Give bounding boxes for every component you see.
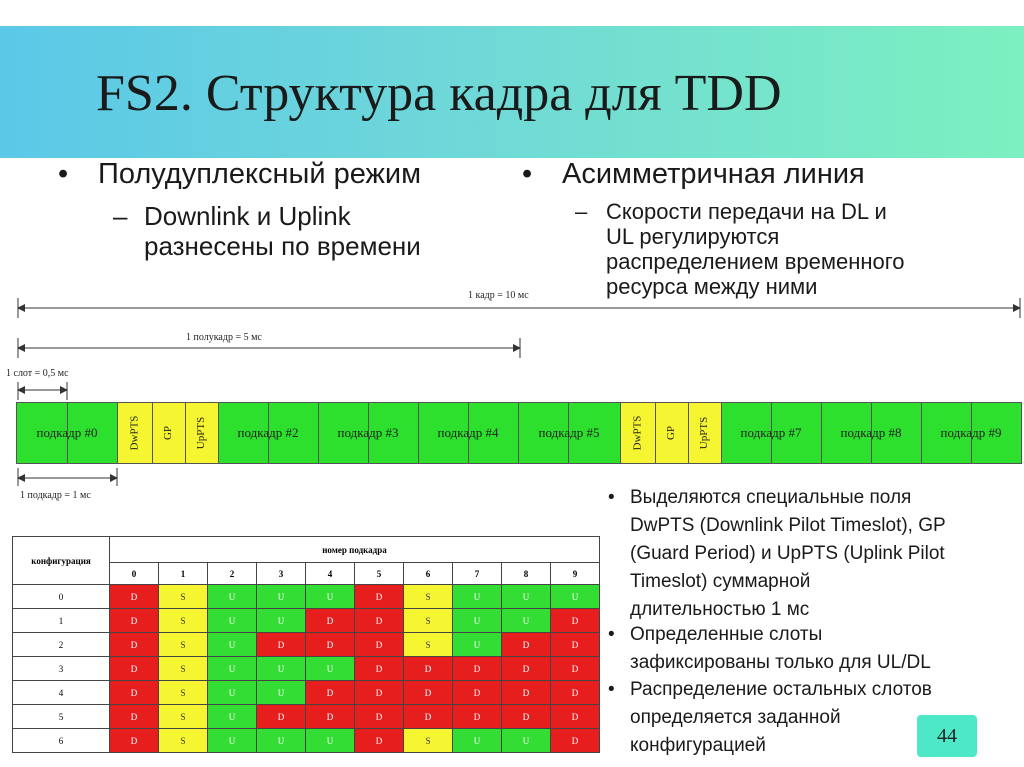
table-cell: S	[404, 585, 453, 609]
frame-label: 1 кадр = 10 мс	[468, 290, 529, 301]
subframe-label-5: подкадр #5	[538, 425, 600, 440]
subframe-label-7: подкадр #7	[740, 425, 802, 440]
page-number: 44	[917, 715, 977, 757]
slot-label: 1 слот = 0,5 мс	[6, 368, 69, 379]
subframe-label: 1 подкадр = 1 мс	[20, 490, 91, 501]
bullet-dot-icon: •	[522, 158, 533, 190]
table-cell: D	[110, 633, 159, 657]
table-cell: D	[404, 681, 453, 705]
right-bullet-text: Асимметричная линия	[562, 158, 865, 190]
table-cell: D	[502, 633, 551, 657]
table-cell: U	[208, 705, 257, 729]
table-row	[13, 609, 600, 633]
table-cell: D	[502, 681, 551, 705]
table-cell: S	[159, 585, 208, 609]
table-cell: S	[159, 633, 208, 657]
table-cell: D	[110, 585, 159, 609]
right-sub-line: распределением временного	[606, 249, 905, 274]
frame-bar	[16, 402, 1022, 464]
table-cell: S	[404, 609, 453, 633]
left-sub-line: разнесены по времени	[144, 231, 421, 261]
table-cell: D	[306, 609, 355, 633]
right-list-line: длительностью 1 мс	[630, 599, 810, 620]
right-list-line: определяется заданной	[630, 707, 841, 728]
right-list-line: Распределение остальных слотов	[630, 679, 932, 700]
subframe-label-4: подкадр #4	[437, 425, 499, 440]
right-list-item	[608, 621, 1015, 677]
table-cell: D	[355, 585, 404, 609]
table-cell: D	[110, 705, 159, 729]
table-cell: D	[355, 633, 404, 657]
table-cell: U	[208, 609, 257, 633]
table-cell: S	[404, 633, 453, 657]
table-cell: U	[208, 585, 257, 609]
config-header: конфигурация	[13, 537, 110, 585]
table-cell: U	[306, 657, 355, 681]
dwpts-text: DwPTS	[631, 415, 644, 451]
table-cell: S	[159, 657, 208, 681]
config-id: 6	[13, 729, 110, 753]
table-row	[13, 729, 600, 753]
table-cell: D	[502, 657, 551, 681]
table-row	[13, 657, 600, 681]
table-cell: U	[306, 585, 355, 609]
table-cell: U	[257, 585, 306, 609]
table-cell: D	[453, 705, 502, 729]
table-cell: D	[355, 729, 404, 753]
table-row	[13, 681, 600, 705]
table-cell: U	[453, 729, 502, 753]
table-cell: D	[355, 705, 404, 729]
table-cell: U	[306, 729, 355, 753]
config-id: 1	[13, 609, 110, 633]
config-id: 4	[13, 681, 110, 705]
right-list-line: Timeslot) суммарной	[630, 571, 811, 592]
table-cell: D	[355, 609, 404, 633]
table-cell: S	[159, 729, 208, 753]
slide-title: FS2. Структура кадра для TDD	[96, 65, 782, 122]
dash-icon: –	[575, 199, 588, 224]
right-list-line: зафиксированы только для UL/DL	[630, 652, 931, 673]
column-header: 4	[306, 563, 355, 585]
subframe-number-header: номер подкадра	[110, 537, 600, 563]
subframe-label-2: подкадр #2	[237, 425, 299, 440]
column-header: 7	[453, 563, 502, 585]
table-cell: D	[404, 705, 453, 729]
table-cell: S	[404, 729, 453, 753]
right-list-line: Выделяются специальные поля	[630, 487, 912, 508]
table-row	[13, 633, 600, 657]
right-sub-line: ресурса между ними	[606, 274, 818, 299]
gp-text: GP	[665, 425, 678, 441]
table-cell: U	[257, 681, 306, 705]
table-cell: D	[551, 681, 600, 705]
dash-icon: –	[113, 201, 128, 231]
right-list-line: конфигурацией	[630, 735, 766, 756]
right-sub-line: UL регулируются	[606, 224, 780, 249]
column-header: 2	[208, 563, 257, 585]
table-cell: D	[257, 633, 306, 657]
config-id: 3	[13, 657, 110, 681]
table-cell: D	[502, 705, 551, 729]
right-list-line: (Guard Period) и UpPTS (Uplink Pilot	[630, 543, 945, 564]
uppts-text: UpPTS	[195, 416, 208, 450]
table-cell: D	[257, 705, 306, 729]
column-header: 3	[257, 563, 306, 585]
table-cell: S	[159, 705, 208, 729]
config-id: 5	[13, 705, 110, 729]
table-cell: U	[502, 609, 551, 633]
table-cell: S	[159, 681, 208, 705]
table-cell: U	[208, 729, 257, 753]
table-cell: D	[453, 681, 502, 705]
right-list-line: Определенные слоты	[630, 624, 823, 645]
table-cell: U	[502, 729, 551, 753]
subframe-label-8: подкадр #8	[840, 425, 902, 440]
table-cell: D	[306, 681, 355, 705]
table-cell: U	[208, 633, 257, 657]
right-list-line: DwPTS (Downlink Pilot Timeslot), GP	[630, 515, 946, 536]
right-list-item	[608, 484, 1015, 624]
column-header: 5	[355, 563, 404, 585]
half-frame-label: 1 полукадр = 5 мс	[186, 332, 262, 343]
table-cell: U	[257, 729, 306, 753]
table-cell: U	[502, 585, 551, 609]
config-id: 0	[13, 585, 110, 609]
column-header: 9	[551, 563, 600, 585]
table-cell: D	[404, 657, 453, 681]
table-cell: U	[453, 585, 502, 609]
left-bullet-text: Полудуплексный режим	[98, 158, 422, 190]
table-cell: U	[208, 681, 257, 705]
config-table-body	[13, 585, 600, 753]
table-cell: D	[306, 705, 355, 729]
bullet-dot-icon: •	[58, 158, 69, 190]
table-cell: D	[110, 729, 159, 753]
bullet-dot-icon: •	[608, 487, 615, 508]
table-cell: D	[453, 657, 502, 681]
table-cell: U	[453, 609, 502, 633]
table-cell: D	[306, 633, 355, 657]
table-cell: D	[551, 633, 600, 657]
table-cell: D	[355, 657, 404, 681]
column-header: 6	[404, 563, 453, 585]
table-cell: D	[551, 609, 600, 633]
gp-text: GP	[162, 425, 175, 441]
table-cell: S	[159, 609, 208, 633]
bullet-dot-icon: •	[608, 679, 615, 700]
table-cell: D	[355, 681, 404, 705]
config-id: 2	[13, 633, 110, 657]
column-header: 8	[502, 563, 551, 585]
column-header: 0	[110, 563, 159, 585]
table-cell: U	[257, 657, 306, 681]
dwpts-text: DwPTS	[128, 415, 141, 451]
bullet-dot-icon: •	[608, 624, 615, 645]
table-cell: D	[110, 657, 159, 681]
table-cell: D	[551, 705, 600, 729]
table-cell: D	[110, 609, 159, 633]
table-cell: U	[551, 585, 600, 609]
table-cell: D	[551, 657, 600, 681]
table-cell: U	[453, 633, 502, 657]
subframe-label-9: подкадр #9	[940, 425, 1002, 440]
table-row	[13, 705, 600, 729]
right-sub-line: Скорости передачи на DL и	[606, 199, 887, 224]
subframe-label-0: подкадр #0	[36, 425, 98, 440]
uppts-text: UpPTS	[698, 416, 711, 450]
column-header: 1	[159, 563, 208, 585]
table-cell: U	[257, 609, 306, 633]
subframe-label-3: подкадр #3	[337, 425, 399, 440]
left-sub-line: Downlink и Uplink	[144, 201, 351, 231]
table-cell: U	[208, 657, 257, 681]
config-table	[12, 536, 600, 753]
table-row	[13, 585, 600, 609]
table-cell: D	[551, 729, 600, 753]
table-cell: D	[110, 681, 159, 705]
